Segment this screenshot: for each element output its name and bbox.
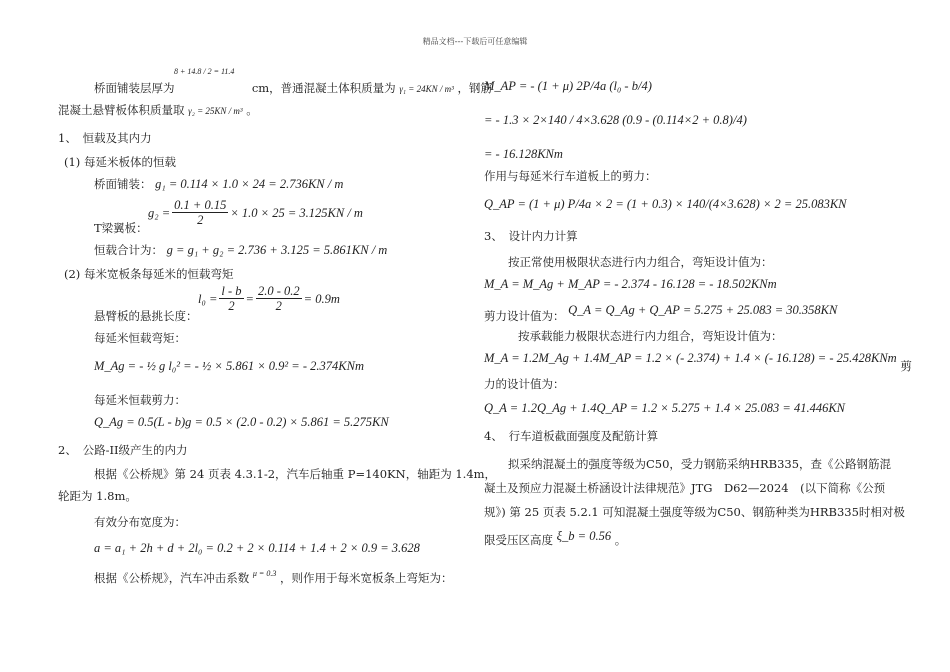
shear-label: 作用与每延米行车道板上的剪力： <box>484 169 657 183</box>
text: × 1.0 × 25 = 3.125KN / m <box>230 205 363 220</box>
section-heading: 3、 设计内力计算 <box>484 229 578 243</box>
total-formula: g = g₁ + g₂ = 2.736 + 3.125 = 5.861KN / m <box>166 243 388 257</box>
fraction <box>256 284 302 313</box>
paragraph-line: 根据《公桥规》第 24 页表 4.3.1-2，汽车后轴重 P=140KN，轴距为 1.4m， <box>94 467 497 481</box>
paragraph-line: 力的设计值为： <box>484 377 565 391</box>
paragraph-line <box>94 80 492 97</box>
paragraph-line: 拟采纳混凝土的强度等级为C50，受力钢筋采纳HRB335，查《公路钢筋混 <box>508 457 892 471</box>
tbeam-formula <box>148 198 363 227</box>
text: 根据《公桥规》，汽车冲击系数 <box>94 571 250 585</box>
l0-formula <box>198 284 340 313</box>
mag-formula: M_Ag = - ½ g l₀² = - ½ × 5.861 × 0.9² = - 2.374KNm <box>94 359 364 373</box>
text: = <box>245 291 254 306</box>
denominator: 2 <box>275 299 282 313</box>
text: 混凝土悬臂板体积质量取 <box>58 103 185 117</box>
label: 桥面铺装： <box>94 177 152 191</box>
text: 桥面铺装层厚为 <box>94 81 175 95</box>
text: 剪 <box>900 359 912 373</box>
text: l₀ = <box>198 291 218 306</box>
section-heading: 4、 行车道板截面强度及配筋计算 <box>484 429 659 443</box>
fraction <box>172 198 228 227</box>
text: ，钢筋 <box>457 81 492 95</box>
map-formula-step2: = - 1.3 × 2×140 / 4×3.628 (0.9 - (0.114×2 + 0.8)/4) <box>484 113 747 127</box>
paragraph-line: 按承载能力极限状态进行内力组合，弯矩设计值为： <box>518 329 783 343</box>
text: g₂ = <box>148 205 171 220</box>
ma2-formula: M_A = 1.2M_Ag + 1.4M_AP = 1.2 × (- 2.374) + 1.4 × (- 16.128) = - 25.428KNm <box>484 351 897 365</box>
paragraph-line <box>58 102 258 119</box>
denominator: 2 <box>197 213 204 227</box>
xi-formula: ξ_b = 0.56 <box>556 529 612 543</box>
paragraph-line: 凝土及预应力混凝土桥涵设计法律规范》JTG D62—2024 (以下简称《公预 <box>484 481 886 495</box>
denominator: 2 <box>228 299 235 313</box>
text: 。 <box>614 533 627 547</box>
text: 限受压区高度 <box>484 533 553 547</box>
total-row <box>94 242 387 258</box>
paragraph-line: 按正常使用极限状态进行内力组合，弯矩设计值为： <box>508 255 773 269</box>
width-label: 有效分布宽度为： <box>94 515 186 529</box>
ma2-row <box>484 350 912 374</box>
impact-row <box>94 566 452 586</box>
label: 剪力设计值为： <box>484 309 565 323</box>
shear-label: 每延米恒载剪力： <box>94 393 186 407</box>
section-heading: 1、 恒载及其内力 <box>58 131 152 145</box>
pavement-formula: g₁ = 0.114 × 1.0 × 24 = 2.736KN / m <box>155 177 344 191</box>
numerator: 0.1 + 0.15 <box>174 198 227 212</box>
text: cm，普通混凝土体积质量为 <box>251 81 396 95</box>
page-header: 精品文档---下载后可任意编辑 <box>422 37 528 46</box>
gamma1-formula: γ₁ = 24KN / m³ <box>399 84 454 94</box>
subsection-heading: (1) 每延米板体的恒载 <box>64 155 176 169</box>
label: 恒载合计为： <box>94 243 163 257</box>
qa-formula: Q_A = Q_Ag + Q_AP = 5.275 + 25.083 = 30.358KN <box>568 303 838 317</box>
tbeam-label: T梁翼板： <box>94 221 148 235</box>
map-formula-result: = - 16.128KNm <box>484 147 563 161</box>
pavement-row <box>94 176 343 192</box>
xi-row <box>484 528 626 548</box>
paragraph-line: 规》) 第 25 页表 5.2.1 可知混凝土强度等级为C50、钢筋种类为HRB335时相对极 <box>484 505 905 519</box>
qap-formula: Q_AP = (1 + μ) P/4a × 2 = (1 + 0.3) × 140/(4×3.628) × 2 = 25.083KN <box>484 197 847 211</box>
a-formula: a = a₁ + 2h + d + 2l₀ = 0.2 + 2 × 0.114 + 1.4 + 2 × 0.9 = 3.628 <box>94 541 420 555</box>
text: = 0.9m <box>303 291 340 306</box>
moment-label: 每延米恒载弯矩： <box>94 331 186 345</box>
text: ，则作用于每米宽板条上弯矩为： <box>279 571 453 585</box>
fraction <box>219 284 243 313</box>
shear-design-row <box>484 302 837 324</box>
numerator: l - b <box>221 284 242 298</box>
text: 。 <box>246 103 258 117</box>
ma-formula: M_A = M_Ag + M_AP = - 2.374 - 16.128 = - 18.502KNm <box>484 277 777 291</box>
mu-formula: μ = 0.3 <box>252 569 277 578</box>
qag-formula: Q_Ag = 0.5(L - b)g = 0.5 × (2.0 - 0.2) × 5.861 = 5.275KN <box>94 415 389 429</box>
cantilever-label: 悬臂板的悬挑长度： <box>94 309 198 323</box>
subsection-heading: (2) 每米宽板条每延米的恒载弯矩 <box>64 267 234 281</box>
qa2-formula: Q_A = 1.2Q_Ag + 1.4Q_AP = 1.2 × 5.275 + 1.4 × 25.083 = 41.446KN <box>484 401 846 415</box>
map-formula: M_AP = - (1 + μ) 2P/4a (l₀ - b/4) <box>484 79 652 93</box>
section-heading: 2、 公路-II级产生的内力 <box>58 443 188 457</box>
thickness-fraction: 8 + 14.8 / 2 = 11.4 <box>174 67 235 76</box>
gamma2-formula: γ₂ = 25KN / m³ <box>188 106 243 116</box>
numerator: 2.0 - 0.2 <box>257 284 300 298</box>
paragraph-line: 轮距为 1.8m。 <box>58 489 137 503</box>
